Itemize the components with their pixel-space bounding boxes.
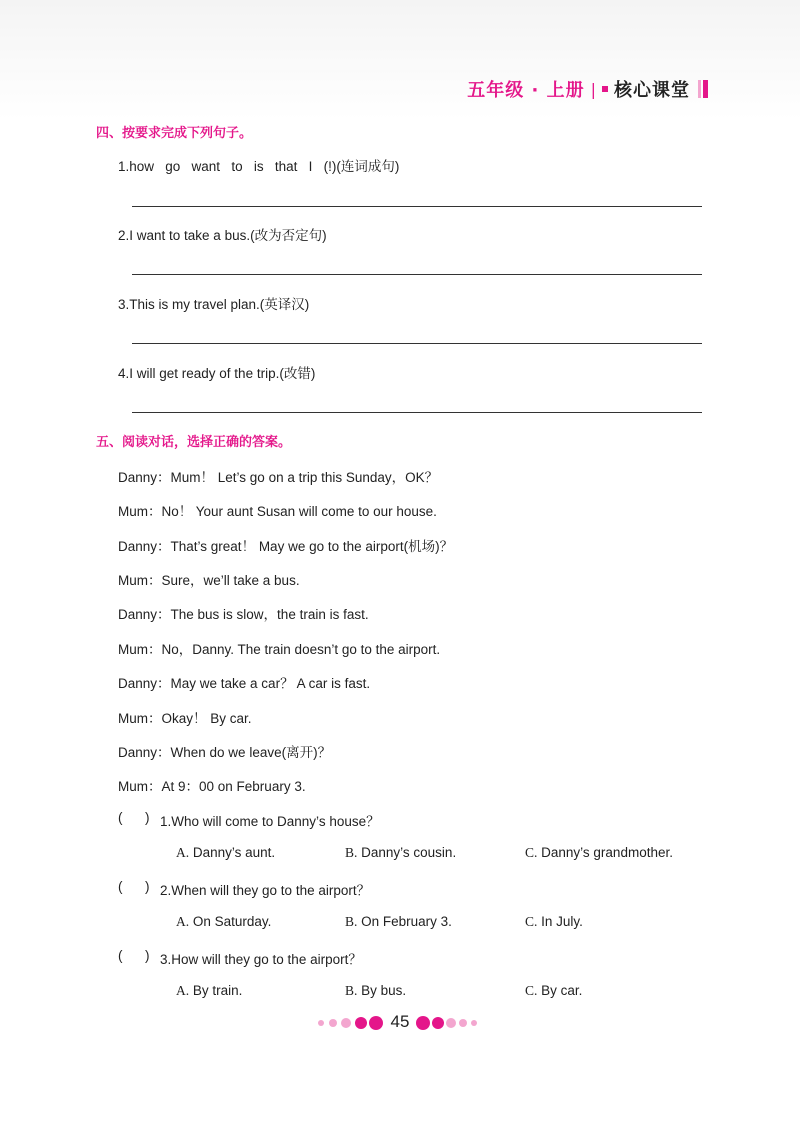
dot-icon xyxy=(459,1019,467,1027)
dot-icon xyxy=(341,1018,351,1028)
option-3b[interactable] xyxy=(345,983,406,999)
question-1: 1.Who will come to Danny’s house？ xyxy=(160,814,380,829)
exercise-item-1: 1.how go want to is that I (!)(连词成句) xyxy=(118,159,400,174)
option-text: By car. xyxy=(537,983,583,998)
dot-icon xyxy=(318,1020,324,1026)
option-letter: B. xyxy=(345,845,358,860)
option-letter: A. xyxy=(176,845,190,860)
option-text: By bus. xyxy=(357,983,407,998)
section-5-title: 五、阅读对话，选择正确的答案。 xyxy=(96,435,292,450)
page-number: 45 xyxy=(390,1012,410,1031)
square-bullet-icon xyxy=(602,86,608,92)
answer-blank-1[interactable]: ( ) xyxy=(118,810,150,825)
dialogue-line: Mum：No，Danny. The train doesn’t go to the airport. xyxy=(118,642,441,657)
option-letter: A. xyxy=(176,914,190,929)
dot-icon xyxy=(416,1016,430,1030)
question-2: 2.When will they go to the airport？ xyxy=(160,883,371,898)
option-2a[interactable] xyxy=(176,914,271,930)
answer-line-1[interactable] xyxy=(132,206,702,207)
exercise-item-2: 2.I want to take a bus.(改为否定句) xyxy=(118,228,327,243)
dot-icon xyxy=(369,1016,383,1030)
option-text: By train. xyxy=(189,983,243,998)
option-letter: A. xyxy=(176,983,190,998)
section-4-title: 四、按要求完成下列句子。 xyxy=(96,126,253,141)
dialogue-line: Danny：May we take a car？ A car is fast. xyxy=(118,676,371,691)
dialogue-line: Danny：When do we leave(离开)？ xyxy=(118,745,332,760)
header-divider: | xyxy=(590,79,596,99)
dot-icon xyxy=(432,1017,444,1029)
option-3a[interactable] xyxy=(176,983,242,999)
answer-line-4[interactable] xyxy=(132,412,702,413)
dialogue-line: Mum：Okay！ By car. xyxy=(118,711,252,726)
grade-label: 五年级 · 上册 xyxy=(467,80,585,101)
option-1b[interactable] xyxy=(345,845,456,861)
dialogue-line: Danny：That’s great！ May we go to the airport(机场)？ xyxy=(118,539,454,554)
option-2c[interactable] xyxy=(525,914,583,930)
answer-line-3[interactable] xyxy=(132,343,702,344)
option-text: In July. xyxy=(537,914,583,929)
dot-icon xyxy=(355,1017,367,1029)
answer-blank-2[interactable]: ( ) xyxy=(118,879,150,894)
option-text: On February 3. xyxy=(357,914,452,929)
option-2b[interactable] xyxy=(345,914,452,930)
dot-icon xyxy=(329,1019,337,1027)
exercise-item-3: 3.This is my travel plan.(英译汉) xyxy=(118,297,310,312)
option-1c[interactable] xyxy=(525,845,673,861)
option-text: Danny’s cousin. xyxy=(357,845,457,860)
dialogue-line: Danny：The bus is slow，the train is fast. xyxy=(118,607,369,622)
dialogue-line: Mum：No！ Your aunt Susan will come to our house. xyxy=(118,504,437,519)
option-letter: C. xyxy=(525,914,538,929)
page-footer xyxy=(0,1012,800,1034)
option-letter: B. xyxy=(345,983,358,998)
header-band xyxy=(0,0,800,120)
dot-icon xyxy=(446,1018,456,1028)
series-title: 核心课堂 xyxy=(614,80,690,101)
dot-icon xyxy=(471,1020,477,1026)
option-letter: C. xyxy=(525,983,538,998)
dialogue-line: Mum：Sure，we’ll take a bus. xyxy=(118,573,300,588)
page-header xyxy=(467,76,708,102)
exercise-item-4: 4.I will get ready of the trip.(改错) xyxy=(118,366,316,381)
dialogue-line: Mum：At 9：00 on February 3. xyxy=(118,779,306,794)
header-end-bars-icon xyxy=(698,80,708,98)
option-letter: B. xyxy=(345,914,358,929)
option-3c[interactable] xyxy=(525,983,582,999)
dialogue-line: Danny：Mum！ Let’s go on a trip this Sunday，OK？ xyxy=(118,470,439,485)
question-3: 3.How will they go to the airport？ xyxy=(160,952,362,967)
answer-line-2[interactable] xyxy=(132,274,702,275)
option-text: On Saturday. xyxy=(189,914,272,929)
option-1a[interactable] xyxy=(176,845,275,861)
option-text: Danny’s aunt. xyxy=(189,845,276,860)
option-letter: C. xyxy=(525,845,538,860)
answer-blank-3[interactable]: ( ) xyxy=(118,948,150,963)
option-text: Danny’s grandmother. xyxy=(537,845,673,860)
